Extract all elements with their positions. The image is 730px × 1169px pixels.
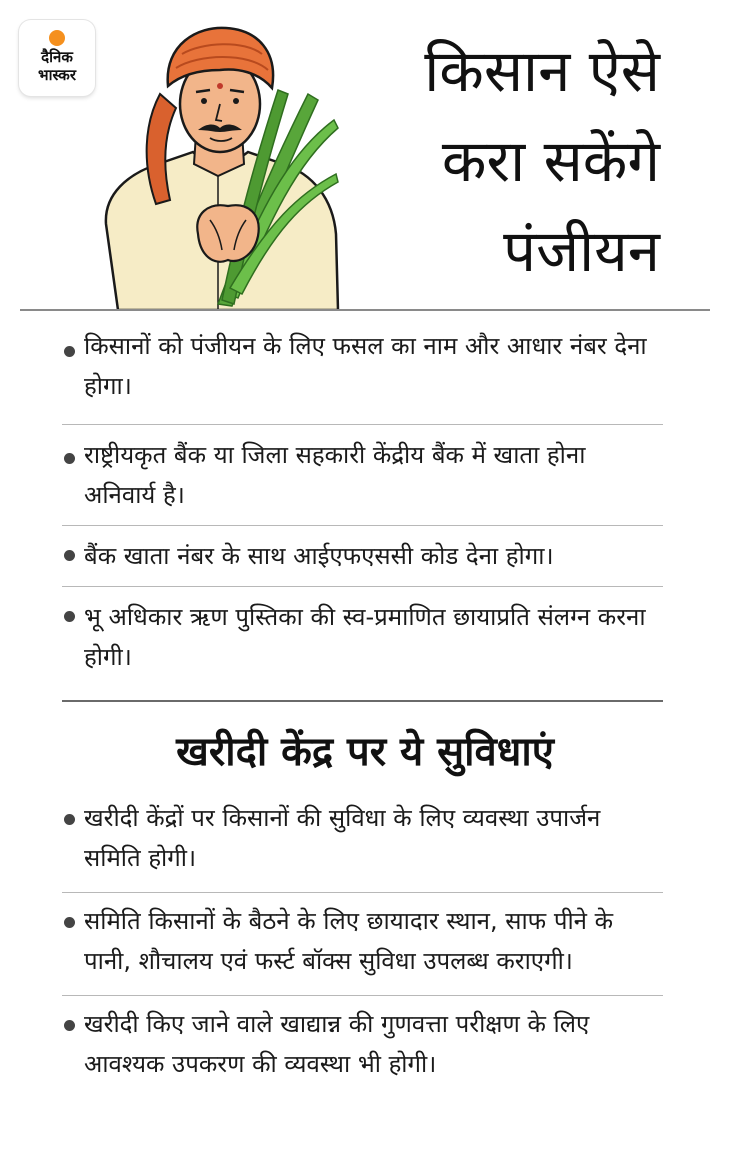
list-item	[62, 893, 663, 996]
list-item-text: बैंक खाता नंबर के साथ आईएफएससी कोड देना होगा।	[84, 542, 554, 570]
logo-line-2: भास्कर	[38, 66, 76, 84]
bullet-icon	[64, 814, 75, 825]
logo-line-1: दैनिक	[41, 48, 73, 66]
bullet-icon	[64, 550, 75, 561]
top-divider	[20, 309, 710, 311]
list-item	[62, 526, 663, 587]
list-item-text: खरीदी केंद्रों पर किसानों की सुविधा के लिए व्यवस्था उपार्जन समिति होगी।	[84, 804, 601, 872]
bullet-icon	[64, 611, 75, 622]
list-item	[62, 587, 663, 687]
headline-line: पंजीयन	[503, 217, 660, 285]
list-item-text: किसानों को पंजीयन के लिए फसल का नाम और आधार नंबर देना होगा।	[84, 332, 647, 400]
logo-sun-icon	[49, 30, 65, 46]
farmer-illustration	[98, 24, 344, 310]
list-item-text: समिति किसानों के बैठने के लिए छायादार स्थान, साफ पीने के पानी, शौचालय एवं फर्स्ट बॉक्स सुविधा उपलब्ध कराएगी।	[84, 907, 614, 975]
bullet-icon	[64, 917, 75, 928]
bullet-icon	[64, 1020, 75, 1031]
list-item-text: राष्ट्रीयकृत बैंक या जिला सहकारी केंद्रीय बैंक में खाता होना अनिवार्य है।	[84, 441, 586, 509]
list-item	[62, 425, 663, 526]
registration-list	[62, 312, 663, 687]
bullet-icon	[64, 346, 75, 357]
section-divider	[62, 700, 663, 702]
headline	[320, 26, 660, 296]
list-item	[62, 790, 663, 893]
brand-logo	[19, 20, 95, 96]
list-item-text: खरीदी किए जाने वाले खाद्यान्न की गुणवत्ता परीक्षण के लिए आवश्यक उपकरण की व्यवस्था भी होगी।	[84, 1010, 590, 1078]
list-item-text: भू अधिकार ऋण पुस्तिका की स्व-प्रमाणित छायाप्रति संलग्न करना होगी।	[84, 603, 646, 671]
headline-line: करा सकेंगे	[441, 127, 660, 195]
list-item	[62, 312, 663, 425]
headline-line: किसान ऐसे	[424, 37, 660, 105]
facilities-list	[62, 790, 663, 1092]
bullet-icon	[64, 453, 75, 464]
facilities-heading: खरीदी केंद्र पर ये सुविधाएं	[176, 729, 554, 775]
list-item	[62, 996, 663, 1092]
